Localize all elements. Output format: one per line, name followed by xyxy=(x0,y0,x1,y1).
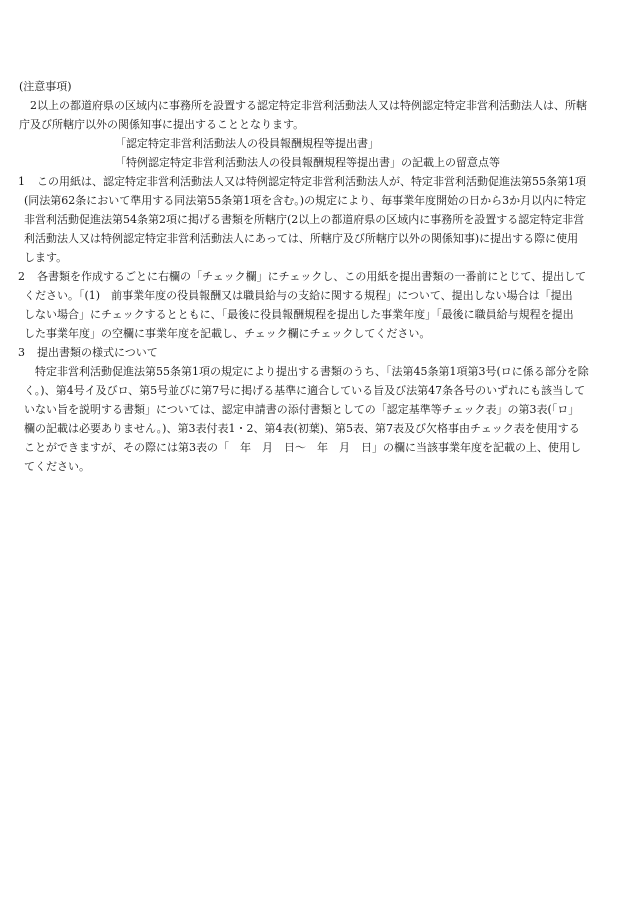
subtitle: 「認定特定非営利活動法人の役員報酬規程等提出書」 xyxy=(115,137,379,150)
item-line: します。 xyxy=(24,251,68,264)
notes-heading: (注意事項) xyxy=(19,80,72,93)
subtitle: 「特例認定特定非営利活動法人の役員報酬規程等提出書」の記載上の留意点等 xyxy=(115,156,500,169)
item-line: てください。 xyxy=(24,460,90,473)
item-line: ください。「(1) 前事業年度の役員報酬又は職員給与の支給に関する規程」について、提出しない場合は「提出 xyxy=(24,289,573,302)
item-line: (同法第62条において準用する同法第55条第1項を含む。)の規定により、毎事業年度開始の日から3か月以内に特定 xyxy=(24,194,587,207)
item-line: 提出書類の様式について xyxy=(37,346,158,359)
item-line: 特定非営利活動促進法第55条第1項の規定により提出する書類のうち、「法第45条第1項第3号(ロに係る部分を除 xyxy=(35,365,589,378)
item-number: 2 xyxy=(18,270,25,283)
item-line: しない場合」にチェックするとともに、「最後に役員報酬規程を提出した事業年度」「最後に職員給与規程を提出 xyxy=(24,308,574,321)
item-line: 各書類を作成するごとに右欄の「チェック欄」にチェックし、この用紙を提出書類の一番前にとじて、提出して xyxy=(37,270,587,283)
item-line: 利活動法人又は特例認定特定非営利活動法人にあっては、所轄庁及び所轄庁以外の関係知事)に提出する際に使用 xyxy=(24,232,579,245)
item-line: ことができますが、その際には第3表の「 年 月 日～ 年 月 日」の欄に当該事業年度を記載の上、使用し xyxy=(24,441,581,454)
item-number: 3 xyxy=(18,346,25,359)
intro-line: 2以上の都道府県の区域内に事務所を設置する認定特定非営利活動法人又は特例認定特定非営利活動法人は、所轄 xyxy=(30,99,587,112)
item-line: いない旨を説明する書類」については、認定申請書の添付書類としての「認定基準等チェック表」の第3表(「ロ」 xyxy=(24,403,580,416)
item-line: した事業年度」の空欄に事業年度を記載し、チェック欄にチェックしてください。 xyxy=(24,327,431,340)
item-number: 1 xyxy=(18,175,25,188)
item-line: 欄の記載は必要ありません。)、第3表付表1・2、第4表(初葉)、第5表、第7表及び欠格事由チェック表を使用する xyxy=(24,422,580,435)
intro-line: 庁及び所轄庁以外の関係知事に提出することとなります。 xyxy=(19,118,305,131)
item-line: この用紙は、認定特定非営利活動法人又は特例認定特定非営利活動法人が、特定非営利活動促進法第55条第1項 xyxy=(37,175,586,188)
item-line: く。)、第4号イ及びロ、第5号並びに第7号に掲げる基準に適合している旨及び法第47条各号のいずれにも該当して xyxy=(24,384,586,397)
item-line: 非営利活動促進法第54条第2項に掲げる書類を所轄庁(2以上の都道府県の区域内に事務所を設置する認定特定非営 xyxy=(24,213,585,226)
